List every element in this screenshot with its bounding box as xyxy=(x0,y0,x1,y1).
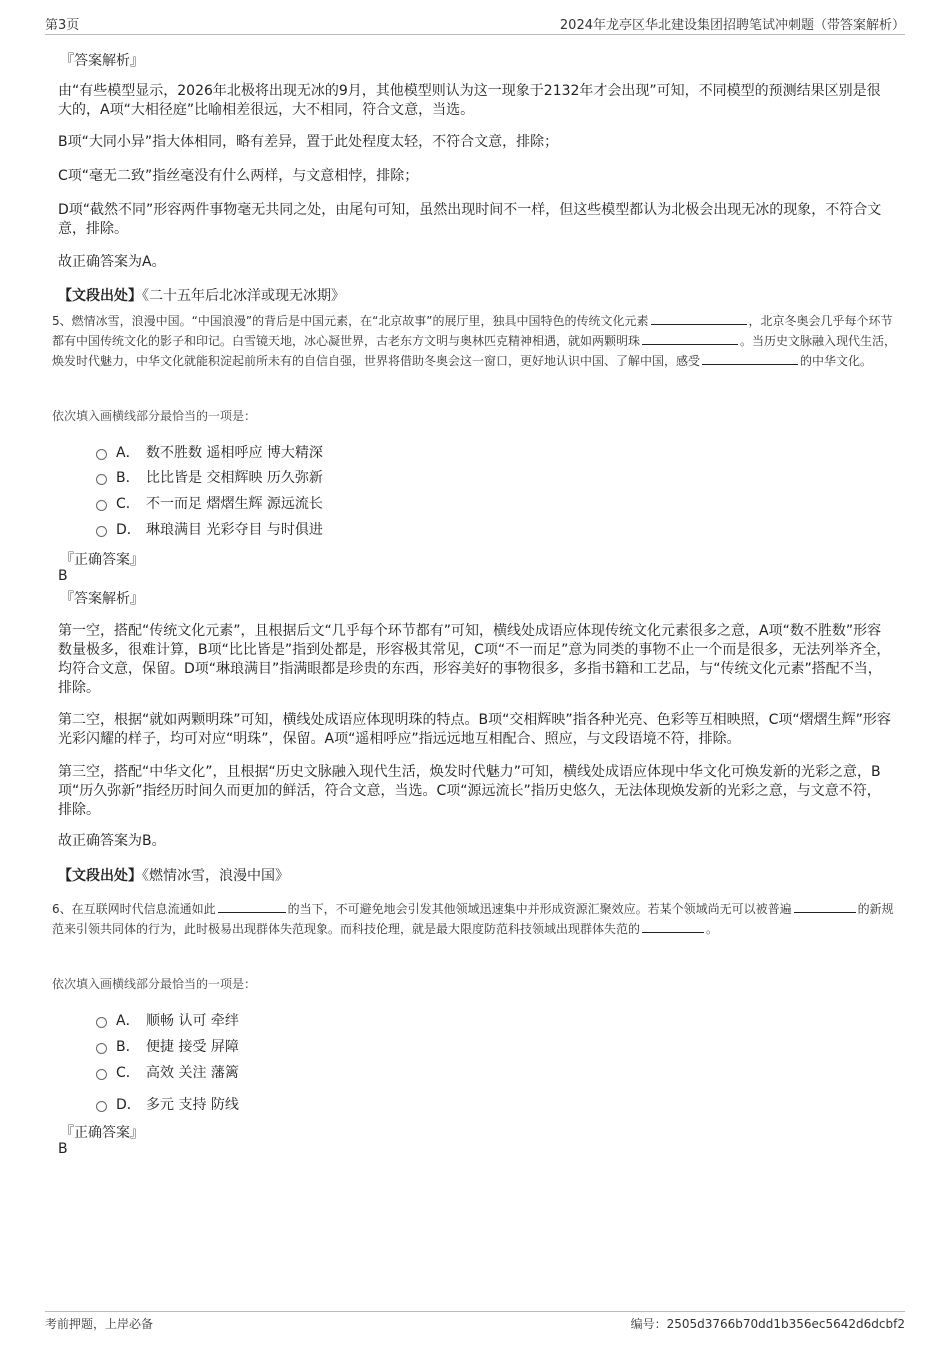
question-text: 。当历史文脉融入现代生活，焕发时代魅力，中华文化就能积淀起前所未有的自信自强，世界将借助冬奥会这一窗口，更好地认识中国、了解中国，感受 xyxy=(52,334,897,368)
option-a[interactable] xyxy=(96,442,323,462)
option-text: 便捷 接受 屏障 xyxy=(146,1039,239,1055)
blank-1 xyxy=(651,311,747,325)
blank-3 xyxy=(642,919,704,933)
blank-1 xyxy=(218,899,286,913)
page-number: 第3页 xyxy=(45,18,80,33)
option-letter: D． xyxy=(116,522,141,538)
option-letter: B． xyxy=(116,470,140,486)
option-letter: C． xyxy=(116,496,140,512)
document-id: 编号：2505d3766b70dd1b356ec5642d6dcbf2 xyxy=(630,1317,905,1331)
option-letter: D． xyxy=(116,1097,141,1113)
analysis-paragraph: 第一空，搭配“传统文化元素”，且根据后文“几乎每个环节都有”可知，横线处成语应体现传统文化元素很多之意，A项“数不胜数”形容数量极多，很难计算，B项“比比皆是”指到处都是，形容极其常见，C项“不一而足”意为同类的事物不止一个而是很多，无法列举齐全，均符合文意，保留。D项“琳琅满目”指满眼都是珍贵的东西，形容美好的事物很多，多指书籍和工艺品，与“传统文化元素”搭配不当，排除。 xyxy=(58,623,891,696)
analysis-paragraph: 由“有些模型显示，2026年北极将出现无冰的9月，其他模型则认为这一现象于2132年才会出现”可知，不同模型的预测结果区别是很大的，A项“大相径庭”比喻相差很远，大不相同，符合文意，当选。 xyxy=(58,83,881,118)
option-letter: C． xyxy=(116,1065,140,1081)
question-text: 的新规范来引领共同体的行为，此时极易出现群体失范现象。而科技伦理，就是最大限度防范科技领域出现群体失范的 xyxy=(52,902,894,936)
option-letter: A． xyxy=(116,1013,140,1029)
page-header xyxy=(45,14,905,35)
correct-answer: B xyxy=(58,568,68,584)
radio-icon[interactable] xyxy=(96,1101,107,1112)
source-citation xyxy=(58,285,345,305)
source-citation xyxy=(58,865,289,885)
analysis-paragraph: B项“大同小异”指大体相同，略有差异，置于此处程度太轻，不符合文意，排除； xyxy=(58,134,559,150)
analysis-tag: 『答案解析』 xyxy=(60,591,144,607)
option-a[interactable] xyxy=(96,1010,239,1030)
option-b[interactable] xyxy=(96,467,323,487)
conclusion: 故正确答案为A。 xyxy=(58,254,166,270)
question-5-stem xyxy=(52,311,897,371)
radio-icon[interactable] xyxy=(96,1043,107,1054)
conclusion: 故正确答案为B。 xyxy=(58,833,166,849)
footer-slogan: 考前押题，上岸必备 xyxy=(45,1317,154,1331)
source-label: 【文段出处】 xyxy=(58,288,142,304)
option-text: 不一而足 熠熠生辉 源远流长 xyxy=(146,496,323,512)
source-label: 【文段出处】 xyxy=(58,868,142,884)
option-text: 比比皆是 交相辉映 历久弥新 xyxy=(146,470,323,486)
blank-2 xyxy=(642,331,738,345)
question-6-stem xyxy=(52,899,897,939)
option-text: 琳琅满目 光彩夺目 与时俱进 xyxy=(146,522,323,538)
source-text: 《燃情冰雪，浪漫中国》 xyxy=(142,868,289,884)
analysis-paragraph: D项“截然不同”形容两件事物毫无共同之处，由尾句可知，虽然出现时间不一样，但这些模型都认为北极会出现无冰的现象，不符合文意，排除。 xyxy=(58,202,882,237)
radio-icon[interactable] xyxy=(96,1069,107,1080)
option-d[interactable] xyxy=(96,519,323,539)
question-text: 燃情冰雪，浪漫中国。“中国浪漫”的背后是中国元素，在“北京故事”的展厅里，独具中国特色的传统文化元素 xyxy=(71,314,649,328)
option-text: 高效 关注 藩篱 xyxy=(146,1065,239,1081)
question-number: 6、 xyxy=(52,902,72,916)
question-instruction: 依次填入画横线部分最恰当的一项是： xyxy=(52,409,257,423)
page-footer xyxy=(45,1311,905,1337)
question-text: 的当下，不可避免地会引发其他领域迅速集中并形成资源汇聚效应。若某个领域尚无可以被普遍 xyxy=(287,902,792,916)
blank-2 xyxy=(794,899,856,913)
option-letter: B． xyxy=(116,1039,140,1055)
question-text: 在互联网时代信息流通如此 xyxy=(71,902,216,916)
correct-answer-tag: 『正确答案』 xyxy=(60,1125,144,1141)
question-text: ，北京冬奥会几乎每个环节都有中国传统文化的影子和印记。白雪镜天地，冰心凝世界，古老东方文明与奥林匹克精神相遇，就如两颗明珠 xyxy=(52,314,893,348)
source-text: 《二十五年后北冰洋或现无冰期》 xyxy=(142,288,345,304)
question-text: 的中华文化。 xyxy=(800,354,873,368)
question-number: 5、 xyxy=(52,314,72,328)
analysis-paragraph: 第三空，搭配“中华文化”，且根据“历史文脉融入现代生活，焕发时代魅力”可知，横线处成语应体现中华文化可焕发新的光彩之意，B项“历久弥新”指经历时间久而更加的鲜活，符合文意，当选。C项“源远流长”指历史悠久，无法体现焕发新的光彩之意，与文意不符，排除。 xyxy=(58,764,881,818)
correct-answer-tag: 『正确答案』 xyxy=(60,552,144,568)
option-d[interactable] xyxy=(96,1094,239,1114)
blank-3 xyxy=(702,351,798,365)
document-title: 2024年龙亭区华北建设集团招聘笔试冲刺题（带答案解析） xyxy=(559,18,905,33)
option-c[interactable] xyxy=(96,493,323,513)
analysis-paragraph: C项“毫无二致”指丝毫没有什么两样，与文意相悖，排除； xyxy=(58,168,419,184)
question-instruction: 依次填入画横线部分最恰当的一项是： xyxy=(52,977,257,991)
analysis-tag: 『答案解析』 xyxy=(60,53,144,69)
option-text: 顺畅 认可 牵绊 xyxy=(146,1013,239,1029)
radio-icon[interactable] xyxy=(96,1017,107,1028)
option-letter: A． xyxy=(116,445,140,461)
question-text: 。 xyxy=(706,922,719,936)
option-b[interactable] xyxy=(96,1036,239,1056)
analysis-paragraph: 第二空，根据“就如两颗明珠”可知，横线处成语应体现明珠的特点。B项“交相辉映”指各种光亮、色彩等互相映照，C项“熠熠生辉”形容光彩闪耀的样子，均可对应“明珠”，保留。A项“遥相呼应”指远远地互相配合、照应，与文段语境不符，排除。 xyxy=(58,712,891,747)
radio-icon[interactable] xyxy=(96,474,107,485)
option-c[interactable] xyxy=(96,1062,239,1082)
radio-icon[interactable] xyxy=(96,526,107,537)
option-text: 多元 支持 防线 xyxy=(146,1097,239,1113)
radio-icon[interactable] xyxy=(96,449,107,460)
radio-icon[interactable] xyxy=(96,500,107,511)
correct-answer: B xyxy=(58,1141,68,1157)
option-text: 数不胜数 遥相呼应 博大精深 xyxy=(146,445,323,461)
